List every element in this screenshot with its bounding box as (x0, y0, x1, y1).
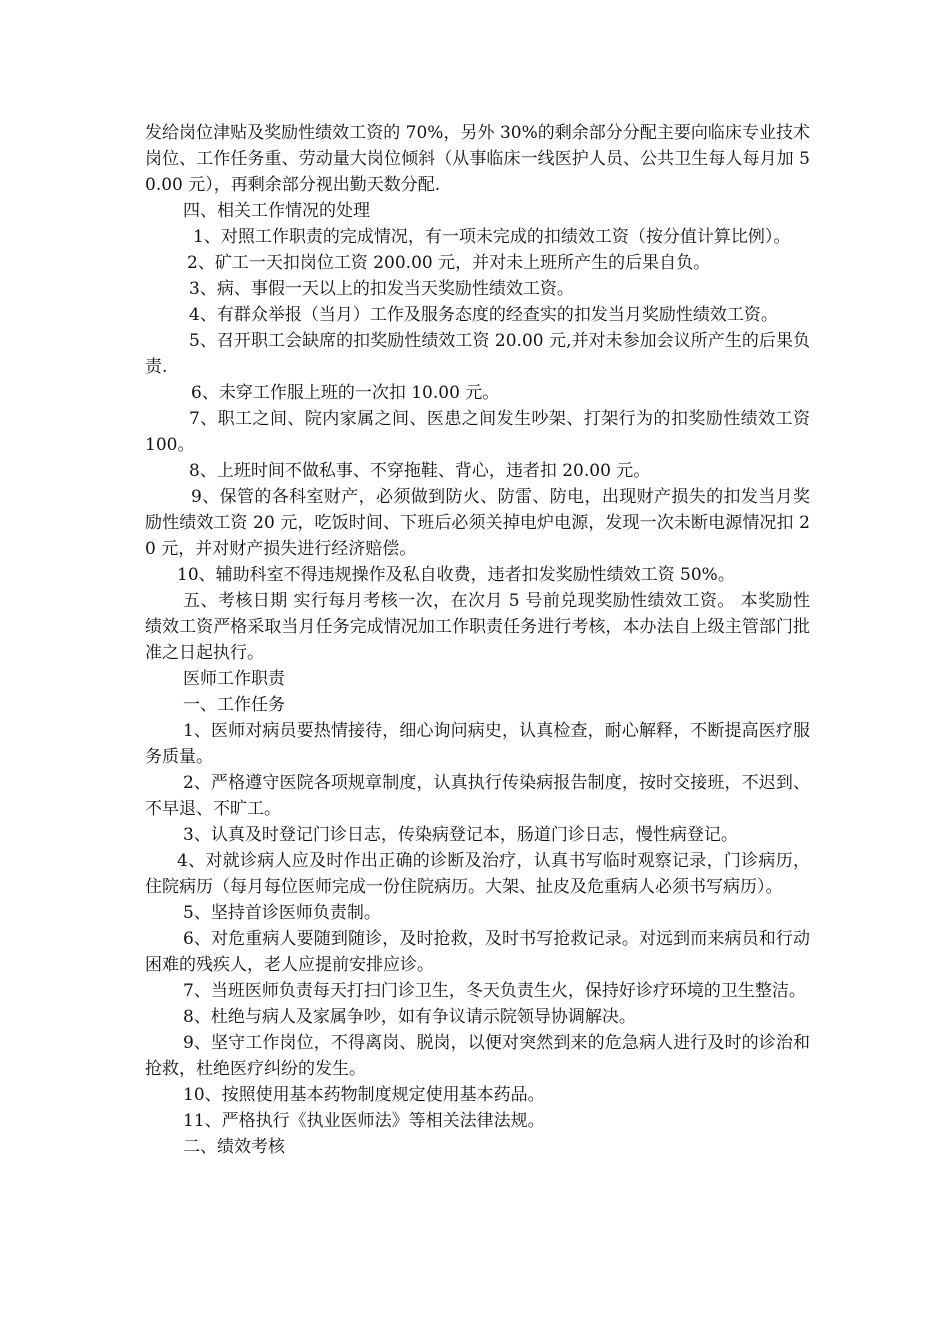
list-item: 4、对就诊病人应及时作出正确的诊断及治疗，认真书写临时观察记录，门诊病历，住院病历（每月每位医师完成一份住院病历。大架、扯皮及危重病人必须书写病历）。 (145, 851, 810, 897)
list-item: 2、严格遵守医院各项规章制度，认真执行传染病报告制度，按时交接班，不迟到、不早退、不旷工。 (145, 773, 810, 819)
list-item: 6、对危重病人要随到随诊，及时抢救，及时书写抢救记录。对远到而来病员和行动困难的残疾人，老人应提前安排应诊。 (145, 929, 810, 975)
list-item: 11、严格执行《执业医师法》等相关法律法规。 (183, 1111, 545, 1131)
section-heading-5: 五、考核日期 实行每月考核一次，在次月 5 号前兑现奖励性绩效工资。 本奖励性绩效工资严格采取当月任务完成情况加工作职责任务进行考核，本办法自上级主管部门批准之日起执行。 (145, 591, 810, 663)
list-item: 5、召开职工会缺席的扣奖励性绩效工资 20.00 元,并对未参加会议所产生的后果负责. (145, 331, 810, 377)
section-heading-4: 四、相关工作情况的处理 (183, 201, 370, 221)
list-item: 9、保管的各科室财产，必须做到防火、防雷、防电，出现财产损失的扣发当月奖励性绩效工资 20 元，吃饭时间、下班后必须关掉电炉电源，发现一次未断电源情况扣 20 元，并对财产损失进行经济赔偿。 (145, 487, 810, 559)
list-item: 8、上班时间不做私事、不穿拖鞋、背心，违者扣 20.00 元。 (189, 461, 651, 481)
list-item: 5、坚持首诊医师负责制。 (183, 903, 381, 923)
list-item: 1、医师对病员要热情接待，细心询问病史，认真检查，耐心解释，不断提高医疗服务质量。 (145, 721, 810, 767)
list-item: 7、职工之间、院内家属之间、医患之间发生吵架、打架行为的扣奖励性绩效工资 100。 (145, 409, 810, 455)
list-item: 3、认真及时登记门诊日志，传染病登记本，肠道门诊日志，慢性病登记。 (183, 825, 738, 845)
document-body (145, 120, 810, 1160)
list-item: 4、有群众举报（当月）工作及服务态度的经查实的扣发当月奖励性绩效工资。 (189, 305, 778, 325)
list-item: 7、当班医师负责每天打扫门诊卫生，冬天负责生火，保持好诊疗环境的卫生整洁。 (183, 981, 806, 1001)
document-subtitle: 医师工作职责 (183, 669, 285, 689)
list-item: 2、矿工一天扣岗位工资 200.00 元，并对未上班所产生的后果自负。 (187, 253, 711, 273)
list-item: 10、按照使用基本药物制度规定使用基本药品。 (183, 1085, 545, 1105)
list-item: 9、坚守工作岗位，不得离岗、脱岗，以便对突然到来的危急病人进行及时的诊治和抢救，杜绝医疗纠纷的发生。 (145, 1033, 810, 1079)
section-heading-2: 二、绩效考核 (183, 1137, 285, 1157)
list-item: 1、对照工作职责的完成情况，有一项未完成的扣绩效工资（按分值计算比例）。 (193, 227, 791, 247)
list-item: 6、未穿工作服上班的一次扣 10.00 元。 (191, 383, 500, 403)
list-item: 10、辅助科室不得违规操作及私自收费，违者扣发奖励性绩效工资 50%。 (177, 565, 735, 585)
list-item: 3、病、事假一天以上的扣发当天奖励性绩效工资。 (189, 279, 574, 299)
list-item: 8、杜绝与病人及家属争吵，如有争议请示院领导协调解决。 (183, 1007, 636, 1027)
paragraph-intro: 发给岗位津贴及奖励性绩效工资的 70%，另外 30%的剩余部分分配主要向临床专业技术岗位、工作任务重、劳动量大岗位倾斜（从事临床一线医护人员、公共卫生每人每月加 50.00 元），再剩余部分视出勤天数分配. (145, 123, 810, 195)
section-heading-1: 一、工作任务 (183, 695, 285, 715)
